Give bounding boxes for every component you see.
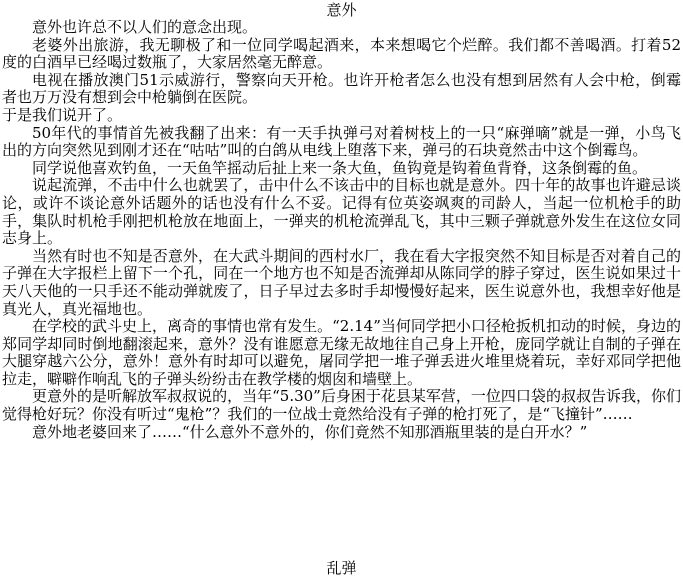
body-paragraph: 在学校的武斗史上，离奇的事情也常有发生。“2.14”当何同学把小口径枪扳机扣动的时候，身边的郑同学却同时倒地翻滚起来，意外？没有谁愿意无缘无故地往自己身上开枪，庞同学就让自制的子弹在大腿穿越六公分，意外！意外有时却可以避免，屠同学把一堆子弹丢进火堆里烧着玩，幸好邓同学把他拉走，噼噼作响乱飞的子弹头纷纷击在教学楼的烟囱和墙壁上。 <box>2 317 681 388</box>
body-paragraph: 当然有时也不知是否意外，在大武斗期间的西村水厂，我在看大字报突然不知目标是否对着自己的子弹在大字报栏上留下一个孔，同在一个地方也不知是否流弹却从陈同学的脖子穿过，医生说如果过十天八天他的一只手还不能动弹就废了，日子早过去多时手却慢慢好起来，医生说意外也，我想幸好他是真光人，真光福地也。 <box>2 246 681 318</box>
body-paragraph: 意外地老婆回来了……“什么意外不意外的，你们竟然不知那酒瓶里装的是白开水？” <box>32 422 588 441</box>
body-paragraph: 于是我们说开了。 <box>2 105 123 124</box>
body-paragraph: 老婆外出旅游，我无聊极了和一位同学喝起酒来，本来想喝它个烂醉。我们都不善喝酒。打着52度的白酒早已经喝过数瓶了，大家居然毫无醉意。 <box>2 35 681 72</box>
body-paragraph: 更意外的是听解放军叔叔说的，当年“5.30”后身困于花县某军营，一位四口袋的叔叔告诉我，你们觉得枪好玩？你没有听过“鬼枪”？我们的一位战士竟然给没有子弹的枪打死了，是“飞撞针”…… <box>2 387 681 424</box>
body-paragraph: 电视在播放澳门51示威游行，警察向天开枪。也许开枪者怎么也没有想到居然有人会中枪，倒霉者也万万没有想到会中枪躺倒在医院。 <box>2 70 681 107</box>
body-paragraph: 50年代的事情首先被我翻了出来：有一天手执弹弓对着树枝上的一只“麻弹嘀”就是一弹，小鸟飞出的方向突然见到刚才还在“咕咕”叫的白鸽从电线上堕落下来，弹弓的石块竟然击中这个倒霉鸟。 <box>2 123 681 160</box>
body-paragraph: 同学说他喜欢钓鱼，一天鱼竿摇动后扯上来一条大鱼，鱼钩竟是钩着鱼背脊，这条倒霉的鱼。 <box>32 158 648 177</box>
document-body <box>0 19 681 441</box>
document-page <box>0 1 683 581</box>
next-section-title: 乱弹 <box>326 559 357 577</box>
body-paragraph: 说起流弹，不击中什么也就罢了，击中什么不该击中的目标也就是意外。四十年的故事也许避忌谈论，或许不谈论意外话题外的话也没有什么不妥。记得有位英姿飒爽的司龄人，当起一位机枪手的助手，集队时机枪手刚把机枪放在地面上，一弹夹的机枪流弹乱飞，其中三颗子弹就意外发生在这位女同志身上。 <box>2 176 681 248</box>
document-title: 意外 <box>326 1 357 19</box>
body-paragraph: 意外也许总不以人们的意念出现。 <box>32 18 258 36</box>
